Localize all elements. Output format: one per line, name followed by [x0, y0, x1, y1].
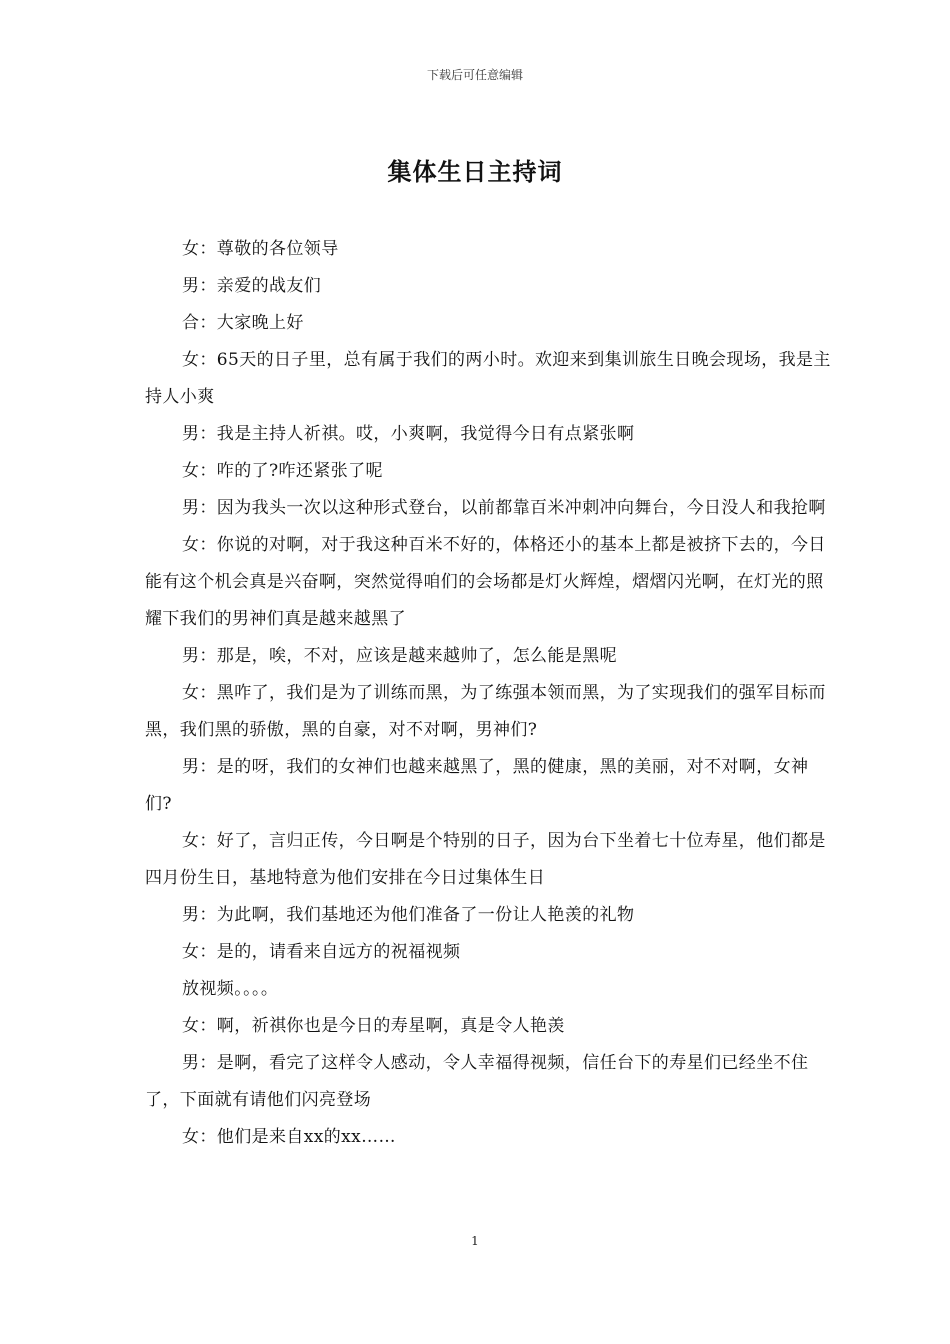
- paragraph: 女：好了，言归正传，今日啊是个特别的日子，因为台下坐着七十位寿星，他们都是四月份生日，基地特意为他们安排在今日过集体生日: [145, 831, 826, 888]
- paragraph: 男：我是主持人祈祺。哎，小爽啊，我觉得今日有点紧张啊: [182, 424, 635, 444]
- paragraph: 女：啊，祈祺你也是今日的寿星啊，真是令人艳羡: [182, 1016, 565, 1036]
- paragraph: 放视频。。。。: [182, 979, 279, 999]
- paragraph: 男：那是，唉，不对，应该是越来越帅了，怎么能是黑呢: [182, 646, 617, 666]
- paragraph: 男：是啊，看完了这样令人感动，令人幸福得视频，信任台下的寿星们已经坐不住了，下面就有请他们闪亮登场: [145, 1053, 809, 1110]
- paragraph: 女：你说的对啊，对于我这种百米不好的，体格还小的基本上都是被挤下去的，今日能有这个机会真是兴奋啊，突然觉得咱们的会场都是灯火辉煌，熠熠闪光啊，在灯光的照耀下我们的男神们真是越来越黑了: [145, 535, 826, 629]
- paragraph: 女：尊敬的各位领导: [182, 239, 339, 259]
- paragraph: 女：黑咋了，我们是为了训练而黑，为了练强本领而黑，为了实现我们的强军目标而黑，我们黑的骄傲，黑的自豪，对不对啊，男神们?: [145, 683, 826, 740]
- document-title: 集体生日主持词: [387, 157, 563, 186]
- paragraph: 男：是的呀，我们的女神们也越来越黑了，黑的健康，黑的美丽，对不对啊，女神们?: [145, 757, 809, 814]
- page-number: 1: [471, 1234, 479, 1248]
- paragraph: 男：亲爱的战友们: [182, 276, 322, 296]
- page-header: 下载后可任意编辑: [426, 68, 523, 82]
- paragraph: 合：大家晚上好: [182, 313, 304, 333]
- paragraph: 女：是的，请看来自远方的祝福视频: [182, 942, 461, 962]
- document-body: [145, 231, 835, 1156]
- paragraph: 女：他们是来自xx的xx……: [182, 1127, 396, 1147]
- paragraph: 女：咋的了?咋还紧张了呢: [182, 461, 383, 481]
- paragraph: 男：为此啊，我们基地还为他们准备了一份让人艳羡的礼物: [182, 905, 635, 925]
- paragraph: 男：因为我头一次以这种形式登台，以前都靠百米冲刺冲向舞台，今日没人和我抢啊: [182, 498, 826, 518]
- paragraph: 女：65天的日子里，总有属于我们的两小时。欢迎来到集训旅生日晚会现场，我是主持人小爽: [145, 350, 831, 407]
